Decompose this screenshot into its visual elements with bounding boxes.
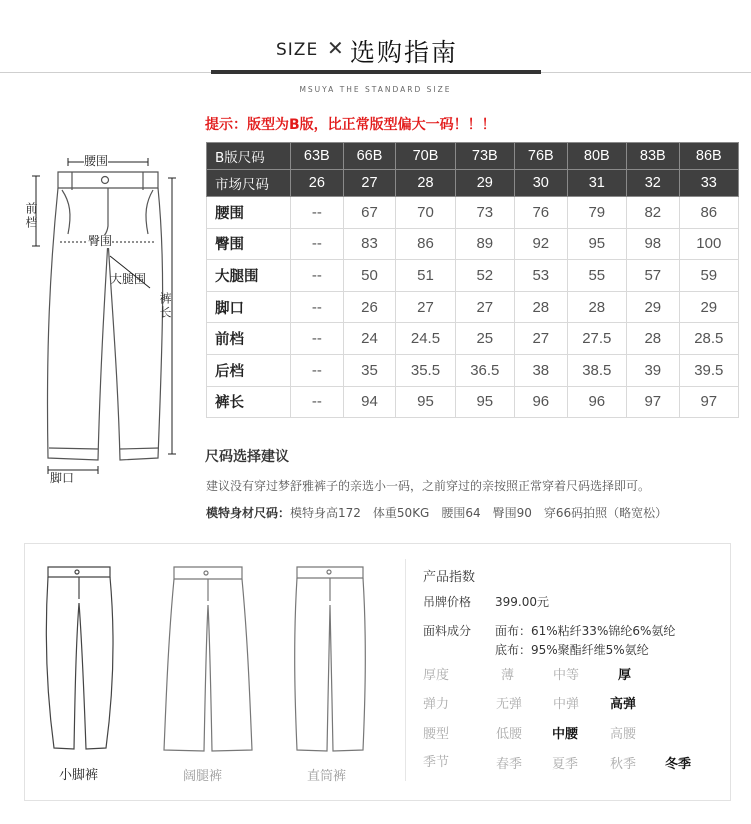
table-cell: 70 — [396, 197, 455, 229]
table-cell: 27.5 — [567, 323, 626, 355]
table-cell: 83 — [343, 228, 396, 260]
table-header-cell: 86B — [679, 143, 738, 170]
table-cell: 89 — [455, 228, 514, 260]
page-header — [0, 0, 751, 100]
panel-divider — [405, 559, 406, 781]
diagram-hip-label: 臀围 — [88, 234, 113, 248]
table-cell: 50 — [343, 260, 396, 292]
table-market-cell: 28 — [396, 170, 455, 197]
table-cell: 28.5 — [679, 323, 738, 355]
table-market-cell: 27 — [343, 170, 396, 197]
pants-outline-icon — [10, 148, 195, 493]
table-market-cell: 30 — [514, 170, 567, 197]
attr-waist-option: 低腰 — [496, 727, 523, 742]
table-header-cell: 83B — [626, 143, 679, 170]
diagram-hem-label: 脚口 — [50, 471, 75, 485]
style-label-wide-leg: 阔腿裤 — [183, 769, 223, 784]
table-cell: 29 — [679, 291, 738, 323]
table-row-label: 臀围 — [207, 228, 291, 260]
table-cell: 52 — [455, 260, 514, 292]
table-cell: 28 — [626, 323, 679, 355]
attr-thickness-option-selected: 厚 — [618, 668, 632, 683]
table-cell: 92 — [514, 228, 567, 260]
pants-measure-diagram — [10, 148, 195, 493]
table-cell: 28 — [514, 291, 567, 323]
size-tip: 提示：版型为B版，比正常版型偏大一码！！！ — [205, 117, 496, 133]
attr-waist-label: 腰型 — [423, 727, 450, 742]
table-header-cell: 73B — [455, 143, 514, 170]
table-cell: 36.5 — [455, 354, 514, 386]
table-market-label: 市场尺码 — [207, 170, 291, 197]
table-cell: 97 — [626, 386, 679, 418]
table-cell: 55 — [567, 260, 626, 292]
diagram-length-label: 裤长 — [158, 292, 172, 320]
table-cell: 97 — [679, 386, 738, 418]
table-cell: 28 — [567, 291, 626, 323]
table-cell: -- — [291, 228, 344, 260]
table-cell: 95 — [567, 228, 626, 260]
table-cell: 27 — [396, 291, 455, 323]
table-cell: 86 — [396, 228, 455, 260]
table-row-label: 腰围 — [207, 197, 291, 229]
model-info-label: 模特身材尺码： — [206, 506, 291, 520]
table-market-cell: 32 — [626, 170, 679, 197]
fabric-shell: 面布：61%粘纤33%锦纶6%氨纶 — [495, 624, 676, 638]
table-cell: -- — [291, 386, 344, 418]
table-row — [207, 291, 739, 323]
attr-season-option-selected: 冬季 — [665, 757, 692, 772]
advice-title: 尺码选择建议 — [205, 449, 289, 465]
attr-thickness-option: 中等 — [553, 668, 580, 683]
table-cell: -- — [291, 323, 344, 355]
attr-season-option: 秋季 — [610, 757, 637, 772]
table-header-label: B版尺码 — [207, 143, 291, 170]
table-cell: 95 — [396, 386, 455, 418]
table-cell: 98 — [626, 228, 679, 260]
attr-season-option: 春季 — [496, 757, 523, 772]
table-cell: -- — [291, 260, 344, 292]
fabric-lining: 底布：95%聚酯纤维5%氨纶 — [495, 643, 649, 657]
table-row-label: 脚口 — [207, 291, 291, 323]
price-value: 399.00元 — [495, 595, 549, 609]
diagram-front-rise-label: 前档 — [24, 202, 38, 230]
table-cell: 96 — [567, 386, 626, 418]
attr-season-label: 季节 — [423, 755, 450, 770]
advice-text: 建议没有穿过梦舒雅裤子的亲选小一码，之前穿过的亲按照正常穿着尺码选择即可。 — [206, 479, 651, 493]
attr-stretch-option: 无弹 — [496, 697, 523, 712]
table-cell: -- — [291, 197, 344, 229]
table-cell: 67 — [343, 197, 396, 229]
table-row — [207, 323, 739, 355]
table-cell: 51 — [396, 260, 455, 292]
table-cell: 86 — [679, 197, 738, 229]
table-cell: -- — [291, 291, 344, 323]
table-header-cell: 76B — [514, 143, 567, 170]
diagram-waist-label: 腰围 — [84, 154, 109, 168]
table-cell: 38 — [514, 354, 567, 386]
table-cell: -- — [291, 354, 344, 386]
fabric-label: 面料成分 — [423, 624, 472, 638]
table-header-cell: 66B — [343, 143, 396, 170]
table-market-cell: 29 — [455, 170, 514, 197]
header-accent-bar — [211, 70, 541, 74]
attr-stretch-option: 中弹 — [553, 697, 580, 712]
page-title: 选购指南 — [350, 38, 459, 67]
attr-stretch-option-selected: 高弹 — [610, 697, 637, 712]
table-header-row — [207, 143, 739, 170]
table-row — [207, 228, 739, 260]
header-size-text: SIZE — [276, 40, 319, 60]
table-cell: 100 — [679, 228, 738, 260]
table-cell: 94 — [343, 386, 396, 418]
table-market-cell: 31 — [567, 170, 626, 197]
table-cell: 53 — [514, 260, 567, 292]
table-cell: 39 — [626, 354, 679, 386]
attr-thickness-option: 薄 — [501, 668, 515, 683]
table-cell: 38.5 — [567, 354, 626, 386]
table-header-cell: 63B — [291, 143, 344, 170]
header-subtitle: MSUYA THE STANDARD SIZE — [299, 85, 452, 94]
model-info — [206, 504, 667, 521]
table-cell: 79 — [567, 197, 626, 229]
style-label-straight: 直筒裤 — [307, 769, 347, 784]
table-row — [207, 354, 739, 386]
table-row-label: 裤长 — [207, 386, 291, 418]
table-cell: 26 — [343, 291, 396, 323]
table-header-cell: 70B — [396, 143, 455, 170]
table-cell: 59 — [679, 260, 738, 292]
table-cell: 35 — [343, 354, 396, 386]
table-cell: 76 — [514, 197, 567, 229]
table-row-label: 前档 — [207, 323, 291, 355]
table-row-label: 大腿围 — [207, 260, 291, 292]
table-cell: 24.5 — [396, 323, 455, 355]
wide-leg-pants-icon — [160, 563, 255, 758]
table-cell: 95 — [455, 386, 514, 418]
table-cell: 24 — [343, 323, 396, 355]
table-market-cell: 26 — [291, 170, 344, 197]
attr-stretch-label: 弹力 — [423, 697, 450, 712]
table-cell: 57 — [626, 260, 679, 292]
diagram-thigh-label: 大腿围 — [110, 272, 147, 286]
table-row — [207, 197, 739, 229]
attr-waist-option: 高腰 — [610, 727, 637, 742]
attr-thickness-label: 厚度 — [423, 668, 450, 683]
table-header-cell: 80B — [567, 143, 626, 170]
header-cross-icon: ✕ — [327, 36, 344, 60]
table-row-label: 后档 — [207, 354, 291, 386]
attr-season-option: 夏季 — [552, 757, 579, 772]
table-cell: 35.5 — [396, 354, 455, 386]
size-chart-table — [206, 142, 739, 418]
table-cell: 96 — [514, 386, 567, 418]
table-cell: 27 — [514, 323, 567, 355]
table-market-row — [207, 170, 739, 197]
price-label: 吊牌价格 — [423, 595, 472, 609]
skinny-pants-icon — [40, 563, 120, 758]
table-cell: 29 — [626, 291, 679, 323]
table-cell: 82 — [626, 197, 679, 229]
attr-waist-option-selected: 中腰 — [552, 727, 579, 742]
table-row — [207, 386, 739, 418]
table-cell: 73 — [455, 197, 514, 229]
table-row — [207, 260, 739, 292]
table-cell: 27 — [455, 291, 514, 323]
table-cell: 39.5 — [679, 354, 738, 386]
table-market-cell: 33 — [679, 170, 738, 197]
table-cell: 25 — [455, 323, 514, 355]
model-info-text: 模特身高172 体重50KG 腰围64 臀围90 穿66码拍照（略宽松） — [290, 506, 668, 520]
product-index-title: 产品指数 — [423, 570, 476, 585]
straight-pants-icon — [285, 563, 375, 758]
style-label-skinny: 小脚裤 — [59, 768, 99, 783]
